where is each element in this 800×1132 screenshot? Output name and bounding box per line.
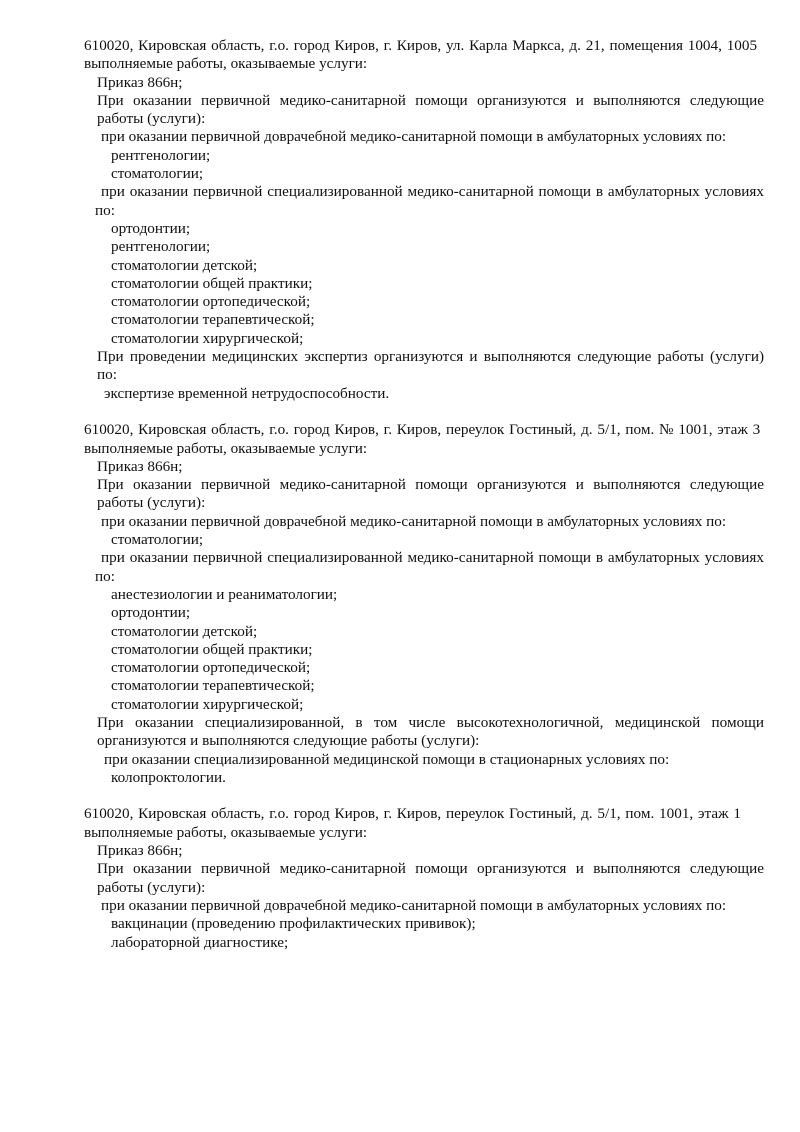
address-line: 610020, Кировская область, г.о. город Киров, г. Киров, переулок Гостиный, д. 5/1, пом. 1001, этаж 1 [84,805,741,823]
group-heading: при оказании первичной доврачебной медико-санитарной помощи в амбулаторных условиях по: [101,512,727,530]
list-item: стоматологии; [111,531,204,549]
address-line: 610020, Кировская область, г.о. город Киров, г. Киров, переулок Гостиный, д. 5/1, пом. № 1001, этаж 3 [84,421,761,439]
group-heading: экспертизе временной нетрудоспособности. [104,384,390,402]
address-block [84,421,764,787]
document-page [84,37,764,970]
group-heading: при оказании первичной доврачебной медико-санитарной помощи в амбулаторных условиях по: [101,896,727,914]
group-heading: при оказании специализированной медицинской помощи в стационарных условиях по: [104,750,670,768]
list-item: стоматологии детской; [111,256,258,274]
works-label: выполняемые работы, оказываемые услуги: [84,55,368,73]
group-heading: при оказании первичной доврачебной медико-санитарной помощи в амбулаторных условиях по: [101,128,727,146]
list-item: стоматологии терапевтической; [111,677,315,695]
order-line: Приказ 866н; [97,73,183,91]
list-item: ортодонтии; [111,604,191,622]
list-item: анестезиологии и реаниматологии; [111,585,338,603]
list-item: стоматологии терапевтической; [111,311,315,329]
section-heading: При проведении медицинских экспертиз организуются и выполняются следующие работы (услуги) по: [97,348,764,384]
works-label: выполняемые работы, оказываемые услуги: [84,439,368,457]
section-heading: При оказании первичной медико-санитарной помощи организуются и выполняются следующие работы (услуги): [97,91,764,128]
address-line: 610020, Кировская область, г.о. город Киров, г. Киров, ул. Карла Маркса, д. 21, помещения 1004, 1005 [84,37,758,54]
list-item: ортодонтии; [111,219,191,237]
list-item: рентгенологии; [111,146,211,164]
section-heading: При оказании первичной медико-санитарной помощи организуются и выполняются следующие работы (услуги): [97,476,764,512]
list-item: колопроктологии. [111,768,226,786]
list-item: стоматологии общей практики; [111,274,313,292]
section-heading: При оказании первичной медико-санитарной помощи организуются и выполняются следующие работы (услуги): [97,860,764,896]
order-line: Приказ 866н; [97,842,183,860]
list-item: стоматологии хирургической; [111,695,304,713]
list-item: рентгенологии; [111,238,211,256]
group-heading: при оказании первичной специализированной медико-санитарной помощи в амбулаторных условиях по: [95,183,764,219]
group-heading: при оказании первичной специализированной медико-санитарной помощи в амбулаторных условиях по: [95,549,764,585]
works-label: выполняемые работы, оказываемые услуги: [84,823,368,841]
address-block [84,37,764,403]
list-item: стоматологии хирургической; [111,329,304,347]
list-item: стоматологии общей практики; [111,640,313,658]
list-item: стоматологии ортопедической; [111,293,311,311]
list-item: стоматологии детской; [111,622,258,640]
section-heading: При оказании специализированной, в том числе высокотехнологичной, медицинской помощи организуются и выполняются следующие работы (услуги): [97,713,764,750]
order-line: Приказ 866н; [97,457,183,475]
list-item: лабораторной диагностике; [111,933,289,951]
list-item: стоматологии ортопедической; [111,659,311,677]
list-item: вакцинации (проведению профилактических прививок); [111,915,476,933]
address-block [84,805,764,951]
list-item: стоматологии; [111,165,204,183]
